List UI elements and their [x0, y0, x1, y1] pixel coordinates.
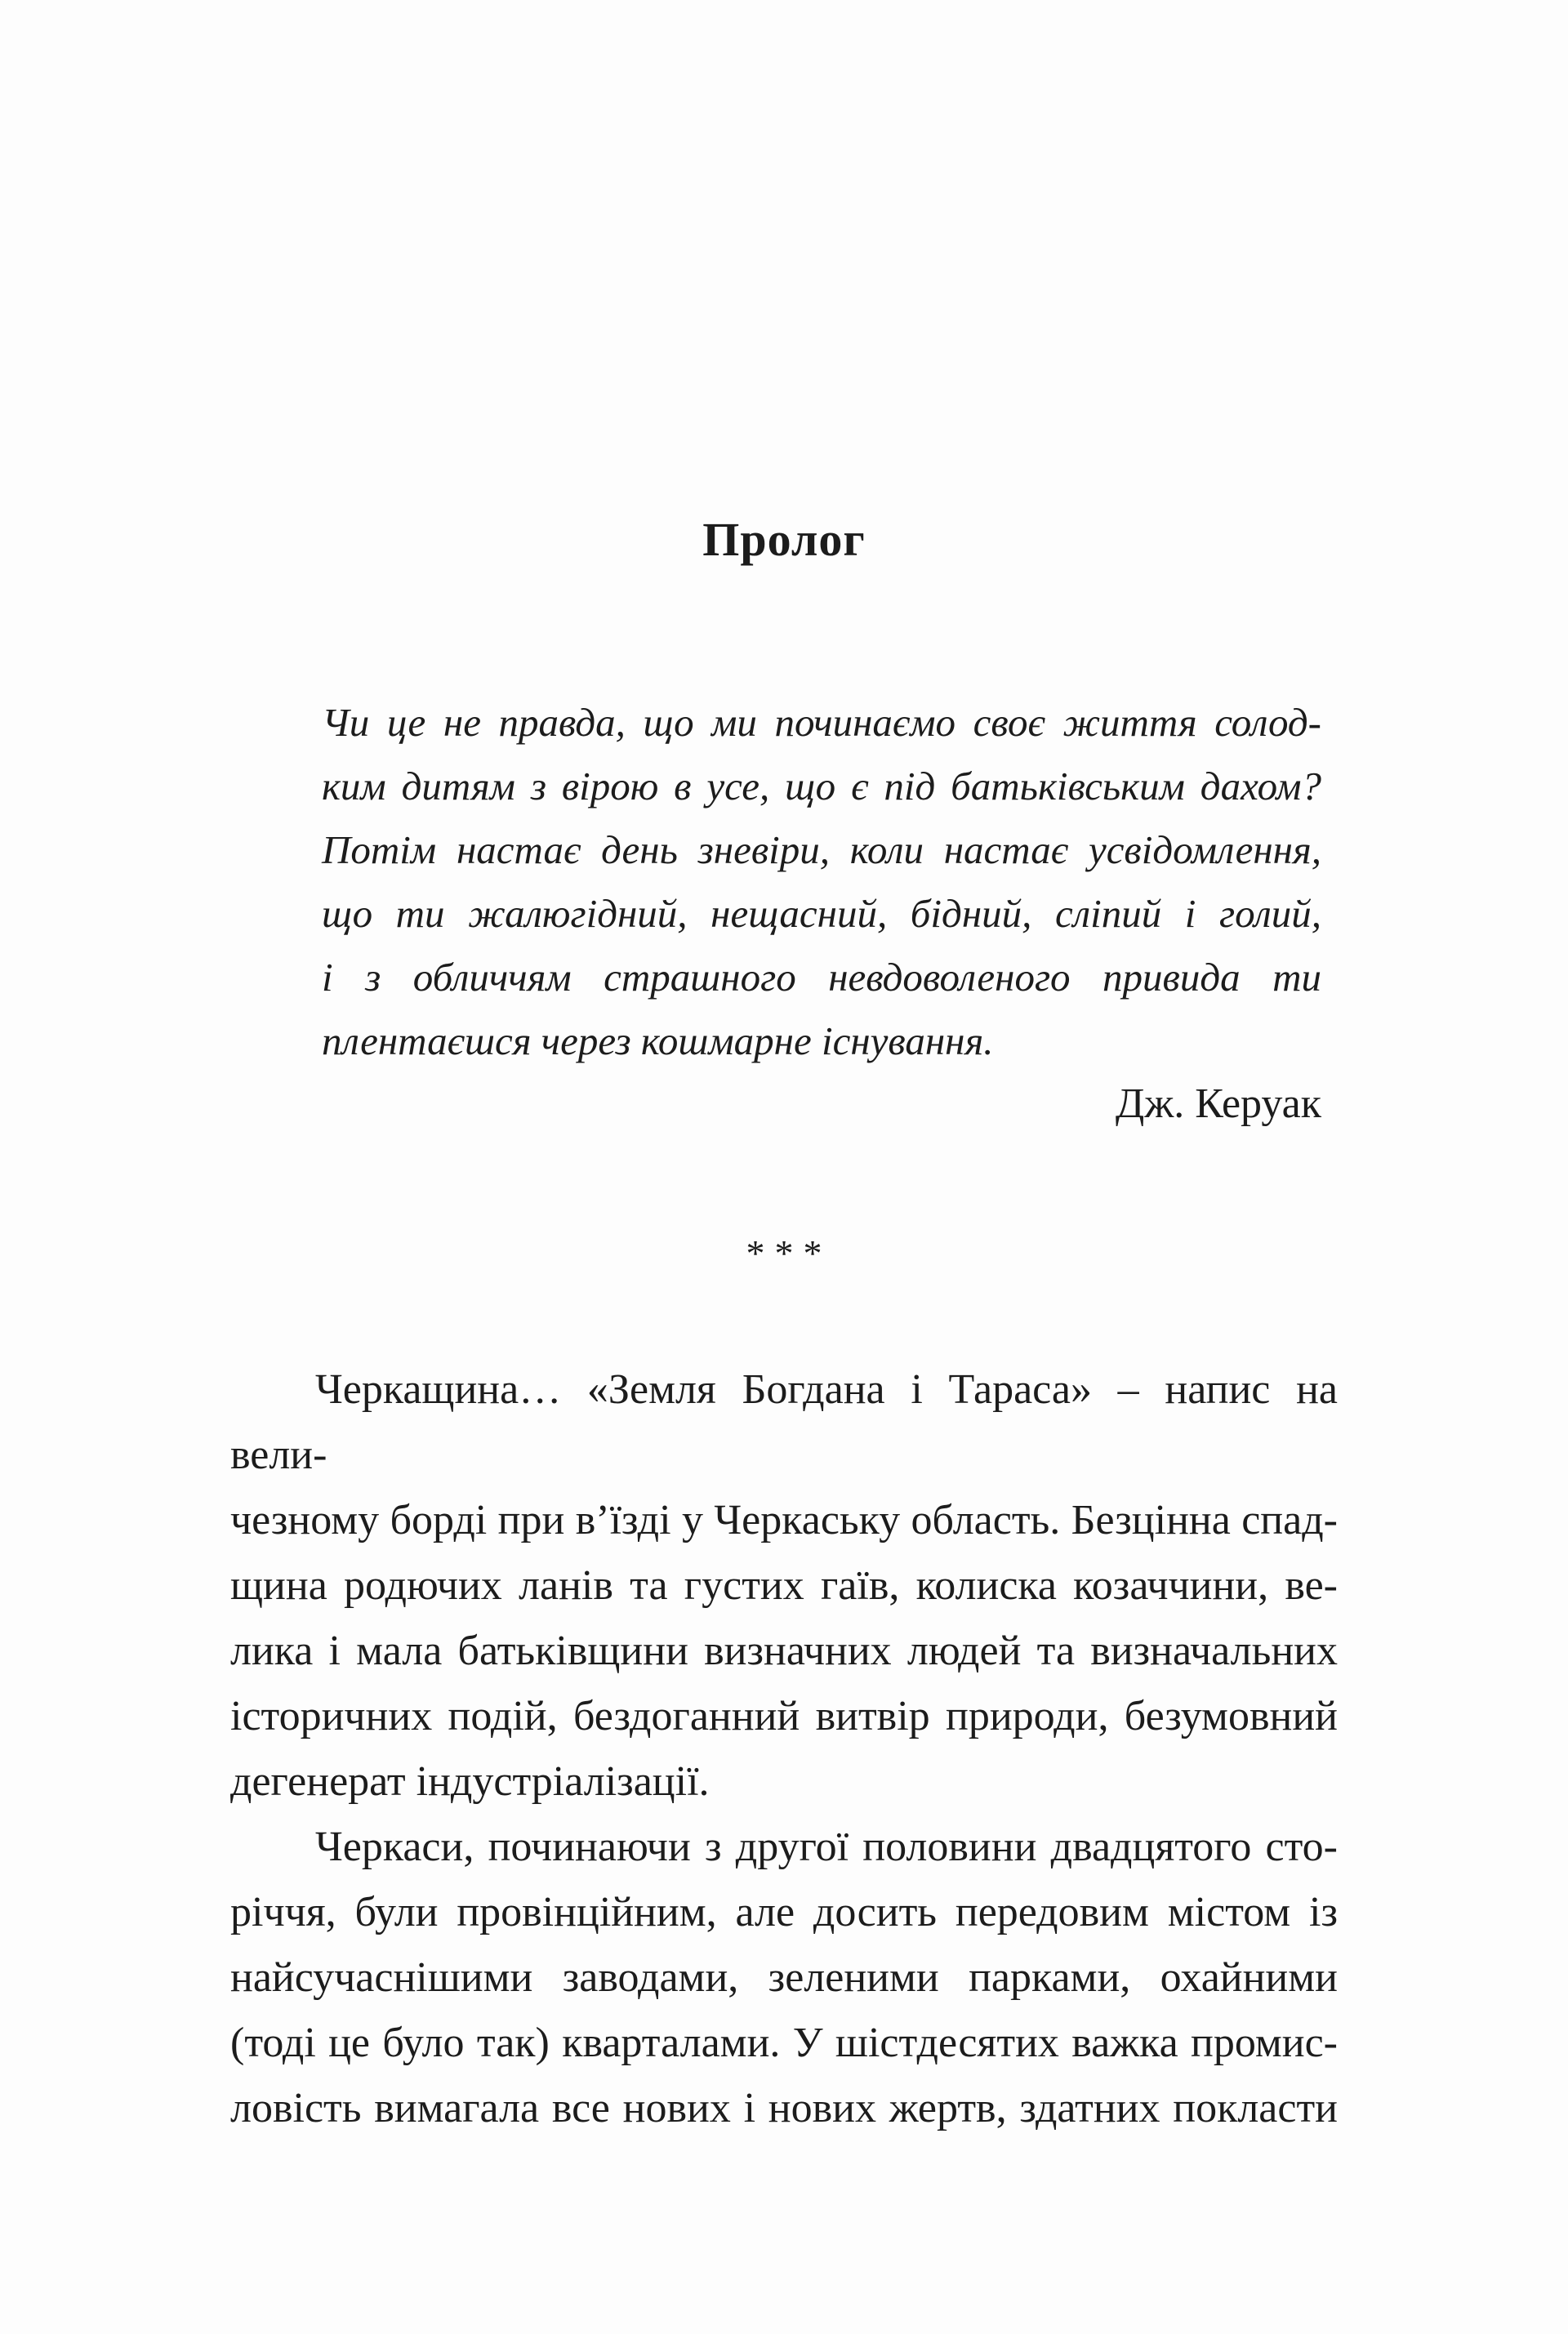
text-line: щина родючих ланів та густих гаїв, колиска козаччини, ве-: [230, 1561, 1338, 1609]
text-line: річчя, були провінційним, але досить передовим містом із: [230, 1888, 1338, 1935]
text-line: і з обличчям страшного невдоволеного привида ти: [322, 954, 1321, 1000]
epigraph-text: [322, 691, 1321, 1073]
chapter-title: Пролог: [702, 513, 866, 566]
text-line: найсучаснішими заводами, зеленими парками, охайними: [230, 1953, 1338, 2001]
text-line: Черкаси, починаючи з другої половини двадцятого сто-: [315, 1823, 1338, 1870]
text-line: Черкащина… «Земля Богдана і Тараса» – напис на вели-: [230, 1365, 1338, 1478]
epigraph-attribution: Дж. Керуак: [1115, 1080, 1321, 1127]
body-text: [230, 1357, 1338, 2141]
text-line: чезному борді при в’їзді у Черкаську область. Безцінна спад-: [230, 1496, 1338, 1543]
text-line: ким дитям з вірою в усе, що є під батьківським дахом?: [322, 763, 1321, 808]
text-line: (тоді це було так) кварталами. У шістдесятих важка промис-: [230, 2019, 1338, 2066]
text-line: дегенерат індустріалізації.: [230, 1757, 710, 1805]
section-separator: ***: [746, 1232, 832, 1274]
text-line: історичних подій, бездоганний витвір природи, безумовний: [230, 1692, 1338, 1739]
text-line: ловість вимагала все нових і нових жертв, здатних покласти: [230, 2084, 1338, 2131]
text-line: лика і мала батьківщини визначних людей та визначальних: [230, 1627, 1338, 1674]
epigraph: [230, 691, 1338, 1134]
text-line: що ти жалюгідний, нещасний, бідний, сліпий і голий,: [322, 890, 1321, 936]
paragraph: [230, 1357, 1338, 1815]
text-line: плентаєшся через кошмарне існування.: [322, 1018, 994, 1063]
text-line: Чи це не правда, що ми починаємо своє життя солод-: [322, 699, 1321, 745]
page-content: [230, 0, 1338, 2141]
paragraph: [230, 1815, 1338, 2141]
text-line: Потім настає день зневіри, коли настає усвідомлення,: [322, 826, 1321, 872]
